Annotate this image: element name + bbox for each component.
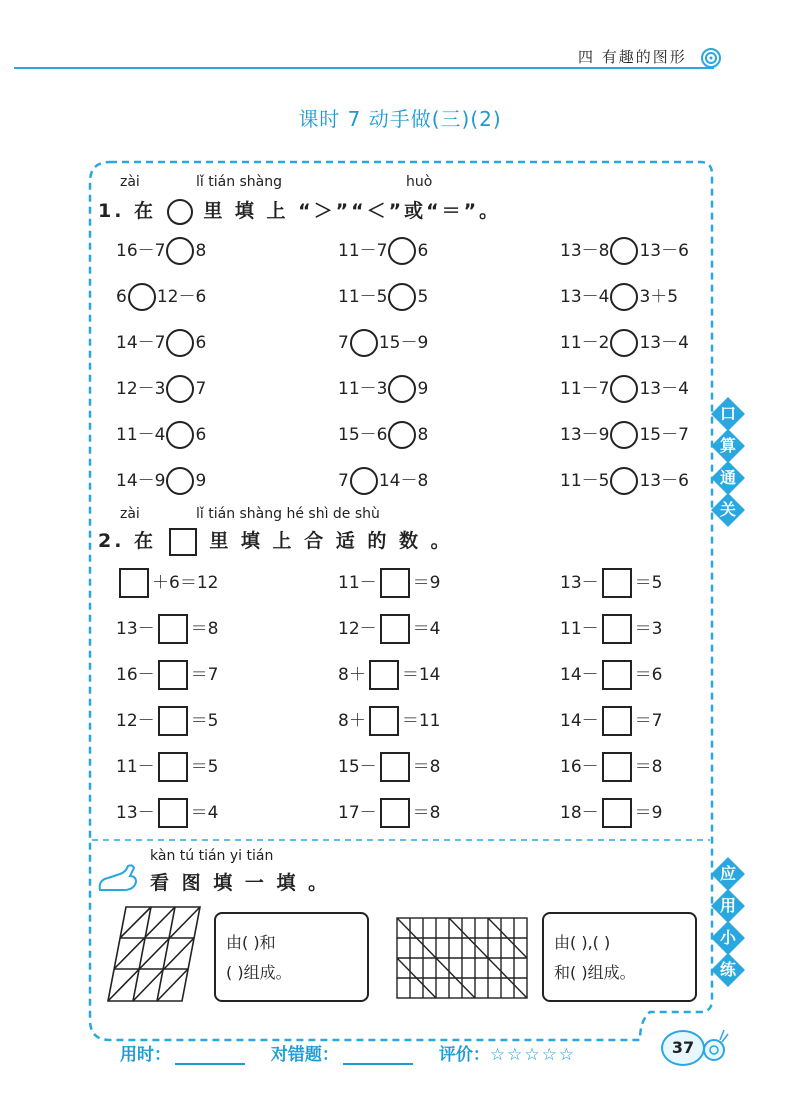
fill-item [338, 706, 440, 736]
answer-box-1-line2: ( )组成。 [226, 963, 292, 982]
footer [120, 1040, 576, 1065]
fill-box[interactable] [369, 706, 399, 736]
fill-box[interactable] [119, 568, 149, 598]
compare-left: 7 [338, 471, 349, 491]
q1-instruction [98, 196, 501, 225]
compare-right: 12－6 [156, 287, 207, 307]
fill-box[interactable] [602, 568, 632, 598]
side-tag [712, 462, 744, 494]
fill-box[interactable] [380, 752, 410, 782]
side-tag [712, 922, 744, 954]
q2-pinyin-rest: lǐ tián shàng hé shì de shù [196, 506, 380, 522]
side-tag [712, 890, 744, 922]
compare-circle[interactable] [610, 375, 638, 403]
wrong-label: 对错题： [270, 1045, 339, 1065]
fill-item [560, 568, 662, 598]
fill-item [560, 660, 662, 690]
compare-right: 13－6 [639, 471, 689, 491]
compare-right: 8 [417, 425, 429, 445]
compare-circle[interactable] [610, 467, 638, 495]
fill-box[interactable] [158, 706, 188, 736]
compare-left: 14－9 [116, 471, 166, 491]
fill-item [116, 706, 218, 736]
compare-right: 13－4 [639, 333, 689, 353]
compare-item [116, 420, 206, 450]
fill-left: 16－ [116, 665, 155, 685]
fill-box[interactable] [158, 614, 188, 644]
side-tag-label: 关 [719, 500, 736, 519]
compare-right: 8 [195, 241, 207, 261]
fill-item [338, 752, 440, 782]
fill-right: ＝6 [634, 665, 663, 685]
compare-item [338, 328, 428, 358]
fill-box[interactable] [158, 752, 188, 782]
fill-left: 14－ [560, 711, 599, 731]
fill-item [338, 660, 440, 690]
answer-box-2[interactable] [542, 912, 697, 1002]
fill-box[interactable] [380, 614, 410, 644]
compare-item [338, 466, 428, 496]
fill-item [116, 660, 218, 690]
fill-box[interactable] [158, 660, 188, 690]
compare-right: 6 [417, 241, 429, 261]
compare-circle[interactable] [610, 283, 638, 311]
fill-left: 14－ [560, 665, 599, 685]
compare-left: 13－8 [560, 241, 610, 261]
fill-box[interactable] [602, 614, 632, 644]
compare-right: 15－7 [639, 425, 689, 445]
compare-right: 3＋5 [639, 287, 679, 307]
side-tag-label: 算 [719, 436, 736, 455]
answer-box-2-line1: 由( ),( ) [554, 933, 611, 952]
compare-circle[interactable] [388, 421, 416, 449]
compare-circle[interactable] [166, 375, 194, 403]
side-tag [712, 954, 744, 986]
q1-pinyin-huo: huò [406, 174, 433, 190]
fill-left: 18－ [560, 803, 599, 823]
chapter-label: 四 有趣的图形 [578, 48, 687, 66]
compare-item [560, 328, 689, 358]
compare-left: 12－3 [116, 379, 166, 399]
compare-circle[interactable] [610, 329, 638, 357]
compare-item [560, 282, 678, 312]
compare-circle[interactable] [610, 421, 638, 449]
pointing-hand-icon [96, 860, 140, 896]
side-tag [712, 494, 744, 526]
compare-left: 14－7 [116, 333, 166, 353]
fill-left: 13－ [116, 803, 155, 823]
compare-right: 5 [417, 287, 429, 307]
fill-right: ＝5 [190, 757, 219, 777]
compare-circle[interactable] [166, 329, 194, 357]
fill-item [338, 614, 440, 644]
compare-right: 14－8 [378, 471, 429, 491]
fill-right: ＝5 [634, 573, 663, 593]
fill-right: ＝7 [190, 665, 219, 685]
compare-item [560, 420, 689, 450]
fill-left: 17－ [338, 803, 377, 823]
fill-left: 15－ [338, 757, 377, 777]
fill-left: 16－ [560, 757, 599, 777]
fill-right: ＝9 [634, 803, 663, 823]
answer-box-1-line1: 由( )和 [226, 933, 276, 952]
fill-left: 13－ [560, 573, 599, 593]
compare-left: 13－4 [560, 287, 610, 307]
fill-item [116, 752, 218, 782]
compare-circle[interactable] [610, 237, 638, 265]
compare-circle[interactable] [388, 283, 416, 311]
fill-right: ＝8 [412, 803, 441, 823]
compare-left: 6 [116, 287, 127, 307]
q1-end-text: 或“＝”。 [404, 200, 502, 222]
fill-item [116, 614, 218, 644]
compare-left: 11－7 [560, 379, 610, 399]
q1-pinyin-tian: lǐ tián shàng [196, 174, 283, 190]
compare-circle[interactable] [350, 329, 378, 357]
fill-item [560, 614, 662, 644]
fill-left: 11－ [116, 757, 155, 777]
compare-right: 13－4 [639, 379, 689, 399]
q2-pinyin-zai: zài [120, 506, 140, 522]
fill-item [560, 798, 662, 828]
square-icon [169, 528, 197, 556]
compare-item [338, 282, 428, 312]
q2-number: 2. 在 [98, 530, 157, 552]
side-tag [712, 398, 744, 430]
fill-left: 11－ [338, 573, 377, 593]
compare-item [116, 374, 206, 404]
fill-right: ＝11 [401, 711, 441, 731]
compare-left: 11－5 [560, 471, 610, 491]
fill-item [338, 568, 440, 598]
fill-box[interactable] [369, 660, 399, 690]
compare-left: 13－9 [560, 425, 610, 445]
fill-box[interactable] [602, 798, 632, 828]
compare-item [116, 282, 206, 312]
compare-left: 11－3 [338, 379, 388, 399]
compare-left: 16－7 [116, 241, 166, 261]
fill-left: 12－ [116, 711, 155, 731]
rating-stars[interactable]: ☆☆☆☆☆ [489, 1045, 577, 1065]
compare-right: 9 [417, 379, 429, 399]
fill-left: 13－ [116, 619, 155, 639]
compare-left: 15－6 [338, 425, 388, 445]
side-tag-label: 应 [719, 864, 736, 883]
side-tag-label: 通 [719, 468, 736, 487]
answer-box-1[interactable] [214, 912, 369, 1002]
q1-number: 1. 在 [98, 200, 157, 222]
page-number: 37 [661, 1030, 705, 1066]
q1-pinyin-zai: zài [120, 174, 140, 190]
fill-right: ＝8 [190, 619, 219, 639]
compare-item [560, 236, 689, 266]
lesson-title: 课时 7 动手做(三)(2) [298, 107, 502, 131]
q2-rest-text: 里 填 上 合 适 的 数 。 [209, 530, 453, 552]
compare-circle[interactable] [166, 237, 194, 265]
compare-item [116, 328, 206, 358]
fill-right: ＝3 [634, 619, 663, 639]
fill-left: 8＋ [338, 711, 366, 731]
fill-item [560, 752, 662, 782]
fill-box[interactable] [602, 660, 632, 690]
rating-label: 评价： [438, 1045, 490, 1065]
fill-right: ＝5 [190, 711, 219, 731]
fill-right: ＝8 [412, 757, 441, 777]
compare-right: 9 [195, 471, 207, 491]
circle-icon [167, 199, 193, 225]
compare-left: 11－7 [338, 241, 388, 261]
fill-item [116, 798, 218, 828]
side-tag-label: 练 [719, 960, 736, 979]
compare-circle[interactable] [388, 237, 416, 265]
fill-right: ＝4 [190, 803, 219, 823]
compare-right: 15－9 [378, 333, 429, 353]
side-tag [712, 858, 744, 890]
compare-left: 11－2 [560, 333, 610, 353]
compare-right: 6 [195, 425, 207, 445]
side-tag-label: 口 [719, 404, 736, 423]
fill-box[interactable] [602, 706, 632, 736]
compare-left: 11－4 [116, 425, 166, 445]
compare-circle[interactable] [350, 467, 378, 495]
q3-title: 看 图 填 一 填 。 [150, 872, 331, 894]
fill-left: 11－ [560, 619, 599, 639]
fill-box[interactable] [380, 798, 410, 828]
compare-item [116, 236, 206, 266]
side-tag-label: 用 [719, 896, 736, 915]
compare-item [560, 466, 689, 496]
fill-left: 12－ [338, 619, 377, 639]
fill-left: 8＋ [338, 665, 366, 685]
fill-box[interactable] [158, 798, 188, 828]
fill-box[interactable] [602, 752, 632, 782]
parallelogram-figure [104, 905, 204, 1005]
snail-icon [700, 1028, 730, 1064]
compare-circle[interactable] [388, 375, 416, 403]
fill-right: ＝7 [634, 711, 663, 731]
fill-item [560, 706, 662, 736]
compare-circle[interactable] [166, 467, 194, 495]
fill-right: ＋6＝12 [152, 573, 219, 593]
compare-left: 7 [338, 333, 349, 353]
q1-mid-text: 里 填 上 “＞”“＜” [203, 200, 405, 222]
compare-item [560, 374, 689, 404]
fill-item [116, 568, 218, 598]
side-tag [712, 430, 744, 462]
fill-item [338, 798, 440, 828]
compare-item [338, 420, 428, 450]
compare-circle[interactable] [128, 283, 156, 311]
q3-pinyin: kàn tú tián yi tián [150, 848, 274, 864]
compare-item [116, 466, 206, 496]
q2-instruction [98, 526, 453, 556]
rectangle-grid-figure [395, 916, 530, 1000]
fill-right: ＝14 [401, 665, 441, 685]
answer-box-2-line2: 和( )组成。 [554, 963, 636, 982]
wrong-blank[interactable] [343, 1047, 413, 1065]
compare-right: 6 [195, 333, 207, 353]
compare-left: 11－5 [338, 287, 388, 307]
fill-right: ＝9 [412, 573, 441, 593]
compare-right: 7 [195, 379, 207, 399]
fill-right: ＝8 [634, 757, 663, 777]
compare-right: 13－6 [639, 241, 689, 261]
compare-circle[interactable] [166, 421, 194, 449]
time-label: 用时： [120, 1045, 171, 1065]
time-blank[interactable] [175, 1047, 245, 1065]
compare-item [338, 236, 428, 266]
side-tag-label: 小 [719, 928, 736, 947]
fill-box[interactable] [380, 568, 410, 598]
compare-item [338, 374, 428, 404]
fill-right: ＝4 [412, 619, 441, 639]
